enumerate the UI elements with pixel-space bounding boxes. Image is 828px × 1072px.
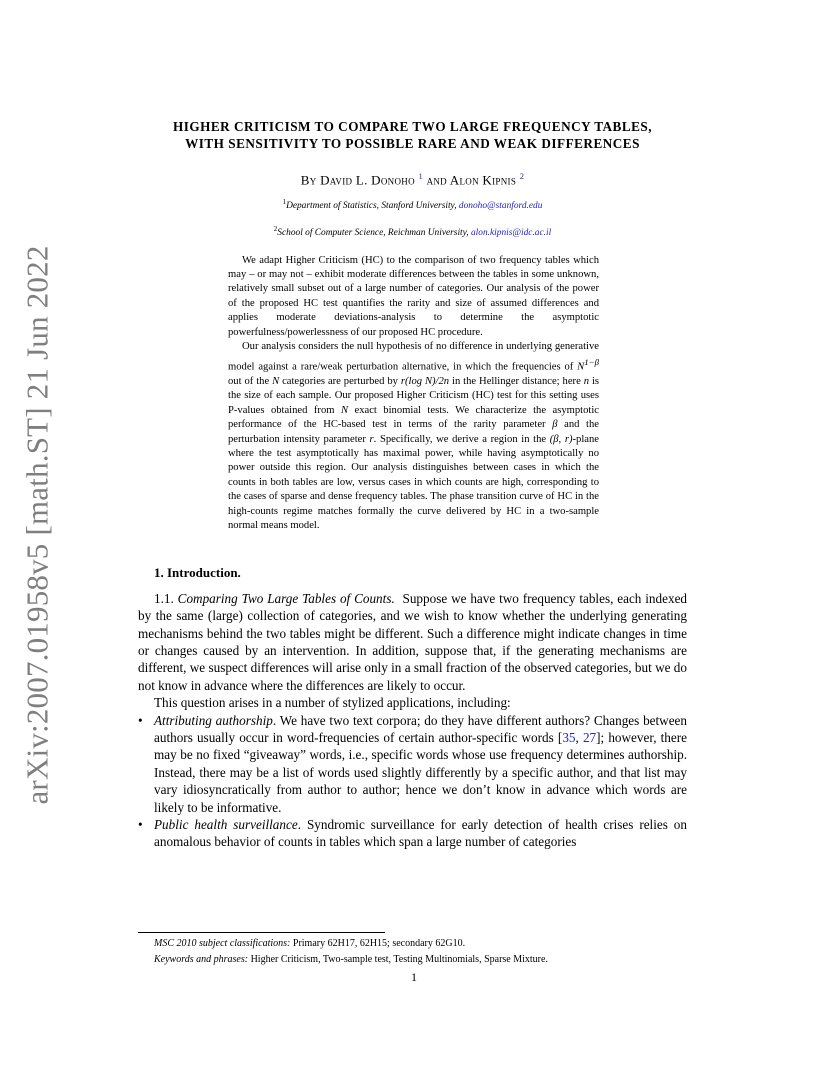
author-1-affil-link[interactable]: 1	[418, 171, 423, 181]
arxiv-watermark-text: arXiv:2007.01958v5 [math.ST] 21 Jun 2022	[20, 245, 56, 805]
abstract-paragraph-1: We adapt Higher Criticism (HC) to the comparison of two frequency tables which may – or may not – exhibit moderate differences between the tables in some unknown, relatively small subset out of a large number of categories. Our analysis of the power of the proposed HC test quantifies the rarity and size of assumed differences and applies moderate deviations-analysis to determine the asymptotic powerfulness/powerlessness of our proposed HC procedure.	[228, 254, 599, 338]
arxiv-watermark	[20, 245, 56, 805]
affiliation-1	[138, 195, 687, 213]
intro-paragraph-1: 1.1. Comparing Two Large Tables of Counts. Suppose we have two frequency tables, each indexed by the same (large) collection of categories, and we wish to know whether the underlying generating mechanisms behind the two tables might be different. Such a difference might indicate changes in time or changes caused by an intervention. In addition, suppose that, if the generating mechanisms are different, we suspect differences will arise only in a small fraction of the observed categories, but we do not know in advance where the differences are likely to occur.	[138, 590, 688, 693]
title-line-1: HIGHER CRITICISM TO COMPARE TWO LARGE FREQUENCY TABLES,	[172, 119, 653, 134]
paper-title	[138, 118, 687, 152]
introduction-body	[138, 590, 687, 851]
affiliation-1-num: 1	[282, 198, 287, 207]
footnote-divider	[138, 932, 385, 933]
paper-page	[138, 118, 687, 851]
subsection-number: 1.1.	[154, 590, 174, 606]
affiliation-2-text: School of Computer Science, Reichman University,	[277, 228, 469, 239]
author-1: By David L. Donoho	[300, 172, 415, 188]
author-line	[138, 167, 687, 189]
affiliation-2	[138, 222, 687, 240]
applications-list	[138, 712, 687, 851]
author-and: and Alon Kipnis	[426, 172, 517, 188]
abstract	[228, 254, 599, 534]
footnotes	[154, 936, 687, 968]
affiliation-2-email-link[interactable]: alon.kipnis@idc.ac.il	[470, 228, 552, 239]
abstract-paragraph-2: Our analysis considers the null hypothesis of no difference in underlying generative model against a rare/weak perturbation alternative, in which the frequencies of $N^{1-\beta}$ out of the N categories are perturbed by r(log N)/2n in the Hellinger distance; here n is the size of each sample. Our proposed Higher Criticism (HC) test for this setting uses P-values obtained from N exact binomial tests. We characterize the asymptotic performance of the HC-based test in terms of the rarity parameter β and the perturbation intensity parameter r. Specifically, we derive a region in the (β, r)-plane where the test asymptotically has maximal power, while having asymptotically no power outside this region. Our analysis distinguishes between cases in which the counts in both tables are low, versus cases in which counts are high, corresponding to the cases of sparse and dense frequency tables. The phase transition curve of HC in the high-counts regime matches formally the curve delivered by HC in a two-sample normal means model.	[228, 341, 600, 532]
section-heading-introduction: 1. Introduction.	[154, 564, 241, 580]
title-line-2: WITH SENSITIVITY TO POSSIBLE RARE AND WEAK DIFFERENCES	[185, 136, 640, 151]
author-2-affil-link[interactable]: 2	[519, 171, 525, 181]
keywords-footnote: Keywords and phrases: Higher Criticism, Two-sample test, Testing Multinomials, Sparse Mixture.	[154, 954, 548, 965]
affiliation-2-num: 2	[273, 225, 278, 234]
citation-link[interactable]: 35	[562, 729, 576, 745]
msc-footnote: MSC 2010 subject classifications: Primary 62H17, 62H15; secondary 62G10.	[154, 938, 466, 949]
intro-paragraph-2: This question arises in a number of stylized applications, including:	[154, 695, 511, 711]
list-item: • Attributing authorship. We have two text corpora; do they have different authors? Changes between authors usually occur in word-frequencies of certain author-specific words [35, 27]; however, there may be no fixed “giveaway” words, i.e., specific words whose use frequency determines authorship. Instead, there may be a list of words used slightly differently by a specific author, and that list may vary idiosyncratically from author to author; hence we don’t know in advance which words are likely to be informative.	[138, 712, 688, 815]
page-number: 1	[411, 970, 417, 984]
affiliation-1-text: Department of Statistics, Stanford University,	[286, 201, 457, 212]
citation-link[interactable]: 27	[582, 729, 597, 745]
affiliation-1-email-link[interactable]: donoho@stanford.edu	[458, 201, 543, 212]
list-item: • Public health surveillance. Syndromic surveillance for early detection of health crises relies on anomalous behavior of counts in tables which span a large number of categories	[138, 817, 687, 850]
subsection-title: Comparing Two Large Tables of Counts.	[177, 590, 395, 606]
